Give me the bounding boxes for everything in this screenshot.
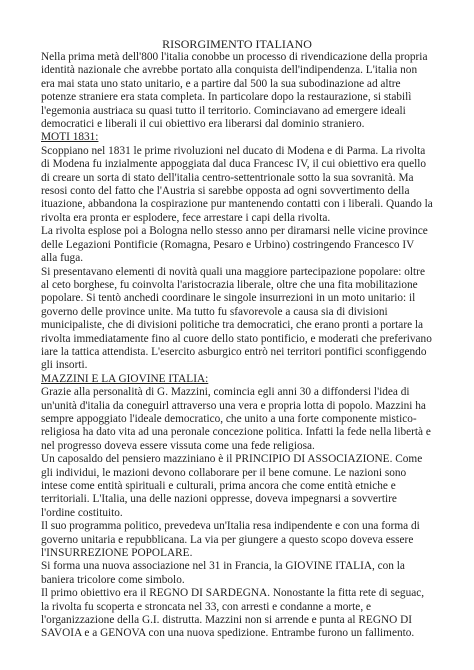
section-heading-moti-1831: MOTI 1831: [41,131,99,144]
paragraph-associazione: Un caposaldo del pensiero mazziniano è il PRINCIPIO DI ASSOCIAZIONE. Come gli individui, le mazioni devono collaborare per il bene comune. Le nazioni sono intese come entità spirituali e culturali, prima ancora che come entità etniche e territoriali. L'Italia, una delle nazioni oppresse, doveva impegnarsi a sovvertire l'ordine costituito. [41,453,423,519]
paragraph-mazzini-intro: Grazie alla personalità di G. Mazzini, comincia egli anni 30 a diffondersi l'idea di un'unità d'italia da coneguirl attraverso una vera e propria lotta di popolo. Mazzini ha sempre appoggiato l'ideale democratico, che unito a una forte componente mistico-religiosa ha dato vita ad una peronale concezione politica. Infatti la fede nella libertà e nel progresso doveva essere vissuta come una fede religiosa. [41,386,431,452]
paragraph-giovine-italia: Si forma una nuova associazione nel 31 in Francia, la GIOVINE ITALIA, con la baniera tricolore come simbolo. [41,560,405,586]
paragraph-moti-bologna: La rivolta esplose poi a Bologna nello stesso anno per diramarsi nelle vicine province delle Legazioni Pontificie (Romagna, Pesaro e Urbino) costringendo Francesco IV alla fuga. [41,225,428,265]
section-heading-mazzini: MAZZINI E LA GIOVINE ITALIA: [41,372,209,385]
paragraph-moti-modena: Scoppiano nel 1831 le prime rivoluzioni nel ducato di Modena e di Parma. La rivolta di Modena fu inzialmente appoggiata dal duca Francesc IV, il cui obiettivo era quello di creare un sorta di stato dell'italia centro-settentrionale sotto la sua sovranità. Ma resosi conto del fatto che l'Austria si sarebbe opposta ad ogni sovvertimento della ituazione, abbandona la cospirazione pur mantenendo contatti con i liberali. Quando la rivolta era pronta er esplodere, fece arrestare i capi della rivolta. [41,144,433,224]
paragraph-sardegna: Il primo obiettivo era il REGNO DI SARDEGNA. Nonostante la fitta rete di seguac, la rivolta fu scoperta e stroncata nel 33, con arresti e condanne a morte, e l'organizzazione della G.I. distrutta. Mazzini non si arrende e punta al REGNO DI SAVOIA e a GENOVA con una nuova spedizione. Entrambe furono un fallimento. [41,587,425,640]
paragraph-moti-novita: Si presentavano elementi di novità quali una maggiore partecipazione popolare: oltre al ceto borghese, fu coinvolta l'aristocrazia liberale, oltre che una fita mobilitazione popolare. Si tentò anchedi coordinare le singole insurrezioni in un moto unitario: il governo delle province unite. Ma tutto fu sfavorevole a causa sia di divisioni municipaliste, che di divisioni politiche tra democratici, che erano pronti a portare la rivolta immediatamente fino al cuore dello stato pontificio, e moderati che preferivano iare la tattica attendista. L'esercito asburgico entrò nei territori pontifici sconfiggendo gli insorti. [41,265,432,372]
paragraph-intro: Nella prima metà dell'800 l'italia conobbe un processo di rivendicazione della propria identità nazionale che avrebbe portato alla conquista dell'indipendenza. L'italia non era mai stata uno stato unitario, e a partire dal 500 la sua subodinazione ad altre potenze straniere era stata completa. In particolare dopo la restaurazione, si stabilì l'egemonia austriaca su quasi tutto il territorio. Cominciavano ad emergere ideali democratici e liberali il cui obiettivo era liberarsi dal dominio straniero. [41,51,428,131]
document-body [41,51,433,641]
paragraph-programma: Il suo programma politico, prevedeva un'Italia resa indipendente e con una forma di governo unitaria e repubblicana. La via per giungere a questo scopo doveva essere l'INSURREZIONE POPOLARE. [41,520,420,560]
document-title: RISORGIMENTO ITALIANO [162,37,312,51]
